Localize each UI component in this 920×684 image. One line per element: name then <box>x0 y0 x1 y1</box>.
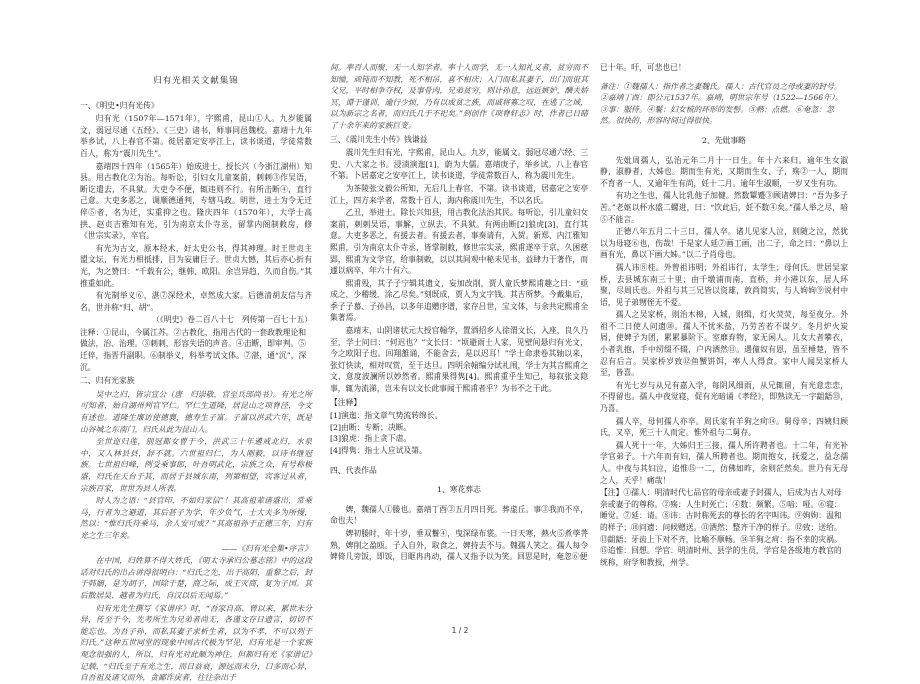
paragraph: 婢，魏孺人①媵也。嘉靖丁酉②五月四日死。葬虚丘。事③我而不卒，命也夫！ <box>330 504 588 526</box>
paragraph: 至世迩归莲，别冠都女曹于今，洪武三十年遴戒北归，水泉中，又人林县县，辞不就。六世祖归仁，为人刚毅，以诗书继冠族。七世祖归峰，例受乘事郎，叶吾明武化，宗族之众，有号称极盛，归氏在天台于其，而居于县城东南，列第相望，宾客过从者，宗族百家，世世为县人所表。 <box>80 437 312 493</box>
note-item: [3]狼虎：指上贪下虐。 <box>330 434 412 444</box>
note-item: [4]得隽：指士人应试及第。 <box>330 446 427 455</box>
notes-heading: 【注释】 <box>330 397 362 407</box>
work-title: 1、寒花葬志 <box>437 485 481 495</box>
paragraph: 归有光先生撰写《家谱序》时，“吾家自高、曾以来，累世未分异，传至于今，先考所生为兄弟者尚无，各谨文存日遗言，切切不能忘也。为吾子孙，而私其妻子求析生者，以为不孝，不可以列于归氏。”这种五世同堂的现象中国古代极为罕见，归有光是一个家族观念很强的人，所以，归有光对此颇为神往，但都归有光《家谱记》记载，“归氏至于有光之生，而日益衰，源远而末分，口多而心异，自吾祖及诸父而外，贪鄙诈戾者，往往杂出于 <box>80 603 312 683</box>
section-heading-1: 一、《明史•归有光传》 <box>80 100 159 110</box>
paragraph: 归有光（1507年—1571年），字熙甫，昆山①人。九岁能属文，弱冠尽通《五经》、《三史》诸书，师事同邑魏校。嘉靖十九年举乡试，八上春官不第。徙居嘉定安亭江上，读书谈道，学徒常数百人，称为“震川先生”。 <box>80 114 312 158</box>
note-item: [1]演迤：指文章气势流转绵长。 <box>330 411 443 421</box>
notes: 注释：①昆山，今属江苏。②古教化，指用古代的一套政教理论和做法，治、治理。③刺刺，形容失语的声音。④击断，即审判。⑤迁倅，指晋升副职。⑥制举义，科举考试文体。⑦湛，通“沉”，深沉。 <box>80 327 307 372</box>
work-title: 2、先妣事略 <box>702 135 746 145</box>
paragraph: 孺人卒，母何孺人亦卒。周氏家有羊狗之疴⑭。舅母卒；四姨归顾氏，又卒，死三十人而定。惟外祖与二舅存。 <box>600 416 848 438</box>
paragraph: 先妣周孺人，弘治元年二月十一日生。年十六来归。逾年生女淑静，淑静者，大姊也。期而生有光，又期而生女、子，殇②一人，期而不育者一人，又逾年生有尚，妊十二月。逾年生淑顺，一岁又生有功。 <box>600 155 848 188</box>
paragraph: 已十年。吁，可悲也已！ <box>600 63 686 72</box>
paragraph: 孺人之吴家桥，则治木棉，入城，则缉，灯火荧荧，每至夜分。外祖不二日使人问遗⑩。孺人不忧米盐，乃劳苦若不谋夕。冬月炉火炭屑，使婢子为团，累累暴阶下。室靡弃物，家无闲人。儿女大者攀衣，小者乳抱，手中纫缀不辍，户内洒然⑪。遇僮奴有恩，虽至棰楚，皆不忍有后言。吴家桥岁致⑫鱼蟹饼饵，率人人得食。家中人闻吴家桥人至，皆喜。 <box>600 310 848 378</box>
paragraph: 嘉靖四十四年（1565年）始成进士，授长兴（今浙江湖州）知县。用古教化②为治。每听讼，引妇女儿童案前，刺刺③作吴语，断讫遣去，不具狱。大吏令不便，辄违则不行。有所击断④，直行己意。大吏多恶之，调顺德通判，专辖马政。明世，进士为令无迁倅⑤者，名为迁，实重抑之也。隆庆四年（1570年），大学士高拱、赵贞吉雅知有光，引为南京太仆寺丞，留掌内阁制敕房，修《世宗实录》，卒官。 <box>80 161 312 241</box>
paragraph: 正德八年五月二十三日，孺人卒。诸儿见家人泣，则随之泣，然犹以为母寝⑥也，伤哉！于是家人延⑦画工画，出二子，命之曰：“鼻以上画有光，鼻以下画大姊。”以二子肖母也。 <box>600 227 848 260</box>
citation: ——《归有光全集•序言》 <box>221 543 312 553</box>
paragraph: 孺人讳⑧桂。外曾祖讳明；外祖讳行，太学生；母何氏。世居吴家桥，去县城东南三十里；由千墩浦而南，直桥，并小港以东，居人环聚，尽周氏也。外祖与其三兄皆以资雄，敦尚简实，与人姁姁⑨说村中语，见子弟甥侄无不爱。 <box>600 262 848 307</box>
paragraph: 熙甫殁，其子子宁辑其遗文，妄加改削，贾人童氏梦熙甫趣之曰：“亟成之，少稽缓，涂乙尽矣。”刻既成，贾人为文字钱。其吉所梦。今戴集后，季子子慕、子孙昌，以多年追赠序谱，家存吕世，宝文体，与余共定熙甫全集著焉。 <box>330 278 588 323</box>
column-middle <box>330 62 588 634</box>
paragraph: 震川先生归有光，字熙甫，昆山人。九岁，能属文。弱冠尽通六经、三史、八大家之书。浸渍演迤[1]，蔚为大儒。嘉靖庚子，举乡试。八上春官不第。卜居嘉定之安亭江上，读书谈道，学徒常数百人，称为震川先生。 <box>330 148 588 181</box>
page-number: 1 / 2 <box>451 626 469 635</box>
paragraph: 乙丑，举进士。除长兴知县，用古教化法治其民。每听讼，引儿童妇女案前，刺刺吴语，事解，立纵去，不具狱。有两由断[2]狼虎[3]，直行其意。大吏多恶之，有援去者。有援去者，事奏请有，入贺。新郑、内江雅知熙甫，引为南京太仆寺丞，皆掌制敕，修世宗实录，熙甫遂卒于京，久困慈郢，熙甫为文学官，给事制敕，以以其间观中秘未见书，益肆力于著作，而遽以病卒，年六十有六。 <box>330 208 588 276</box>
paragraph: 嘉靖末，山阴诸状元大授官翰学，置酒招乡人徐渭文长，入座，良久乃至，学士问曰：“何迟也？”文长曰：“顷避雨士人家，见壁间悬归有光文，今之欧阳子也。回翔雒诵，不能舍去，是以迟耳！”学士命隶卷其轴以来，张灯快读，相对叹赏，至于达旦。四明余翰编分试礼闱，学士为其言熙甫之文，意度波澜所以妙然者。熙甫果得隽[4]。熙甫重乎生知己，每叙张文隐事，辄为流涕，岂未有以文长此事闻于熙甫者乎？为书不之于此。 <box>330 326 588 394</box>
section-heading-2: 二、归有光家族 <box>80 376 135 386</box>
note-item: [2]由断：专断；决断。 <box>330 422 412 432</box>
paragraph: 为茶陵张文毅公所知，无后几上春官，不第。读书谈道，居嘉定之安亭江上，四方来学者，常数十百人，海内称震川先生，不以名氏。 <box>330 183 588 205</box>
paragraph: 吴中之归，皆宗宣公（唐 归崇敬，官至兵部尚书）。有光之所可知者，始自湖州判官罕仁。罕仁生道隆，居昆山之项脊泾，今文有述也。道隆生廉访使德襄，德寿生子富。子富以洪武六年，既是山谷城之东南门，归氏从此为昆山人。 <box>80 389 312 434</box>
paragraph: 孺人死十一年，大姊归王三接，孺人所许聘者也。十二年，有光补学官弟子。十六年而有妇，孺人所聘者也。期而抱女，抚爱之，益念孺人。中夜与其妇泣，追惟⑮一二，仿佛如昨，余则茫然矣。世乃有无母之人，天乎！痛哉！ <box>600 440 848 485</box>
paragraph: 有光七岁与从兄有嘉入学，每阴风细雨，从兄辄留，有光意恋恋，不得留也。孺人中夜觉寝，促有光暗诵《孝经》，即熟读无一字龃龉⑬，乃喜。 <box>600 380 848 414</box>
paragraph: 在中国，归姓算不得大姓氏，《明太寺承归公墓志铭》中的这段话对归氏的出占讲得很明白：“归氏之先，出于高阳，重黎之后，封于韩嫡，是为胡子，国除于楚，商之际，成王灭商，复为子国。其后散居吴、越者为归氏，自汉以后无闻焉。” <box>80 556 312 600</box>
notes: 备注：①魏孺人：指作者之妻魏氏。孺人：古代官员之母或妻的封号。②嘉靖丁酉：即公元1537年。嘉靖，明世宗年号（1522—1566年）。③事：服侍。④鬟：妇女梳的环形的发髻。⑤爇：点燃。⑥奄忽：忽然。很快的，形容时间过得很快。 <box>600 81 843 126</box>
paragraph: 有光制举义⑥，湛⑦深经术，卓然成大家。后德清胡友信与齐名，世并称“归、胡”。 <box>80 291 312 312</box>
paragraph: 间。率百人而聚，无一人知学者。率十人而学，无一人知礼义者，贫穷而不知恤，顽钝而不知教，死不相吊，喜不相庆；入门而私其妻子，出门而诳其父兄，平时相争夺权，及事骨肉，兄弟贫穷，则计孙息，远近嫉妒，酬夫娇冥，谭于谨训，逾行少烦，乃有以成贫之族，而戚将寡之叹，在逃了之域，以为新宗之名者，而归氏几于不祀矣。”到创作《项脊轩志》时，作者已目睹了十余年来的家族巨变。 <box>330 63 588 130</box>
paragraph: 有功之生也，孺人比乳他子加健。然数颦蹙③顾诸婢曰：“吾为多子苦。”老妪以杯水盛二螺进，曰：“饮此后，妊不数④矣。”孺人举之尽，喑⑤不能言。 <box>600 191 848 224</box>
notes: 【注】①孺人：明清时代七品官的母亲或妻子封孺人，后成为古人对母亲或妻子的尊称。②殇：人生时死亡；④数：频繁。⑤喑：哑。⑥寝：睡觉。⑦延：请。⑧讳：古时称死去的尊长的名字叫讳。⑨姁姁：温和的样子；⑩问遗：问候赠送。⑪洒然：整齐干净的样子。⑫致：送给。⑬龃龉：牙齿上下对不齐，比喻不顺畅。⑭羊狗之疴：指不幸的灾祸。⑮追惟：回想。学官：明清时州、县学的生员，学官是各级地方教官的统称，府学和教授，州学。 <box>600 488 842 567</box>
citation: （《明史》卷二百八十七 列传第一百七十五） <box>152 315 312 325</box>
document-title: 归有光相关文献集锦 <box>153 76 239 86</box>
section-heading-3: 三、《震川先生小传》钱谦益 <box>330 134 428 144</box>
section-heading-4: 四、代表作品 <box>330 465 377 475</box>
paragraph: 有光为古文，原本经术，好太史公书，得其神理。时王世贞主盟文坛，有光力相抵排，目为妄庸巨子。世贞大憾，其后亦心折有光，为之赞曰：“千载有公，继韩、欧阳。余岂异趋，久而自伤。”其推重如此。 <box>80 243 312 288</box>
paragraph: 时人为之语：“县官印，不如归家信”！其高祖辈诸盛出，常乘马，行者为之避道，其后甚子为学，年少负气，士大夫多为所慢，然以：“惟归氏符乘马，余人安可成？”其高祖孙于正德三年，归有光之生三年矣。 <box>80 496 312 540</box>
column-right <box>600 62 848 634</box>
paragraph: 婢初媵时，年十岁，垂双鬟④，曳深绿布裳。一日天寒，爇火⑤煮荸荠熟，婢削之盈瓯。子入自外，取食之，婢持去不与。魏孺人笑之。孺人每令婢倚几旁饭，即饭，目眶冉冉动，孺人又指予以为笑。回思是时，奄忽⑥便 <box>330 528 588 562</box>
column-left <box>80 62 312 683</box>
